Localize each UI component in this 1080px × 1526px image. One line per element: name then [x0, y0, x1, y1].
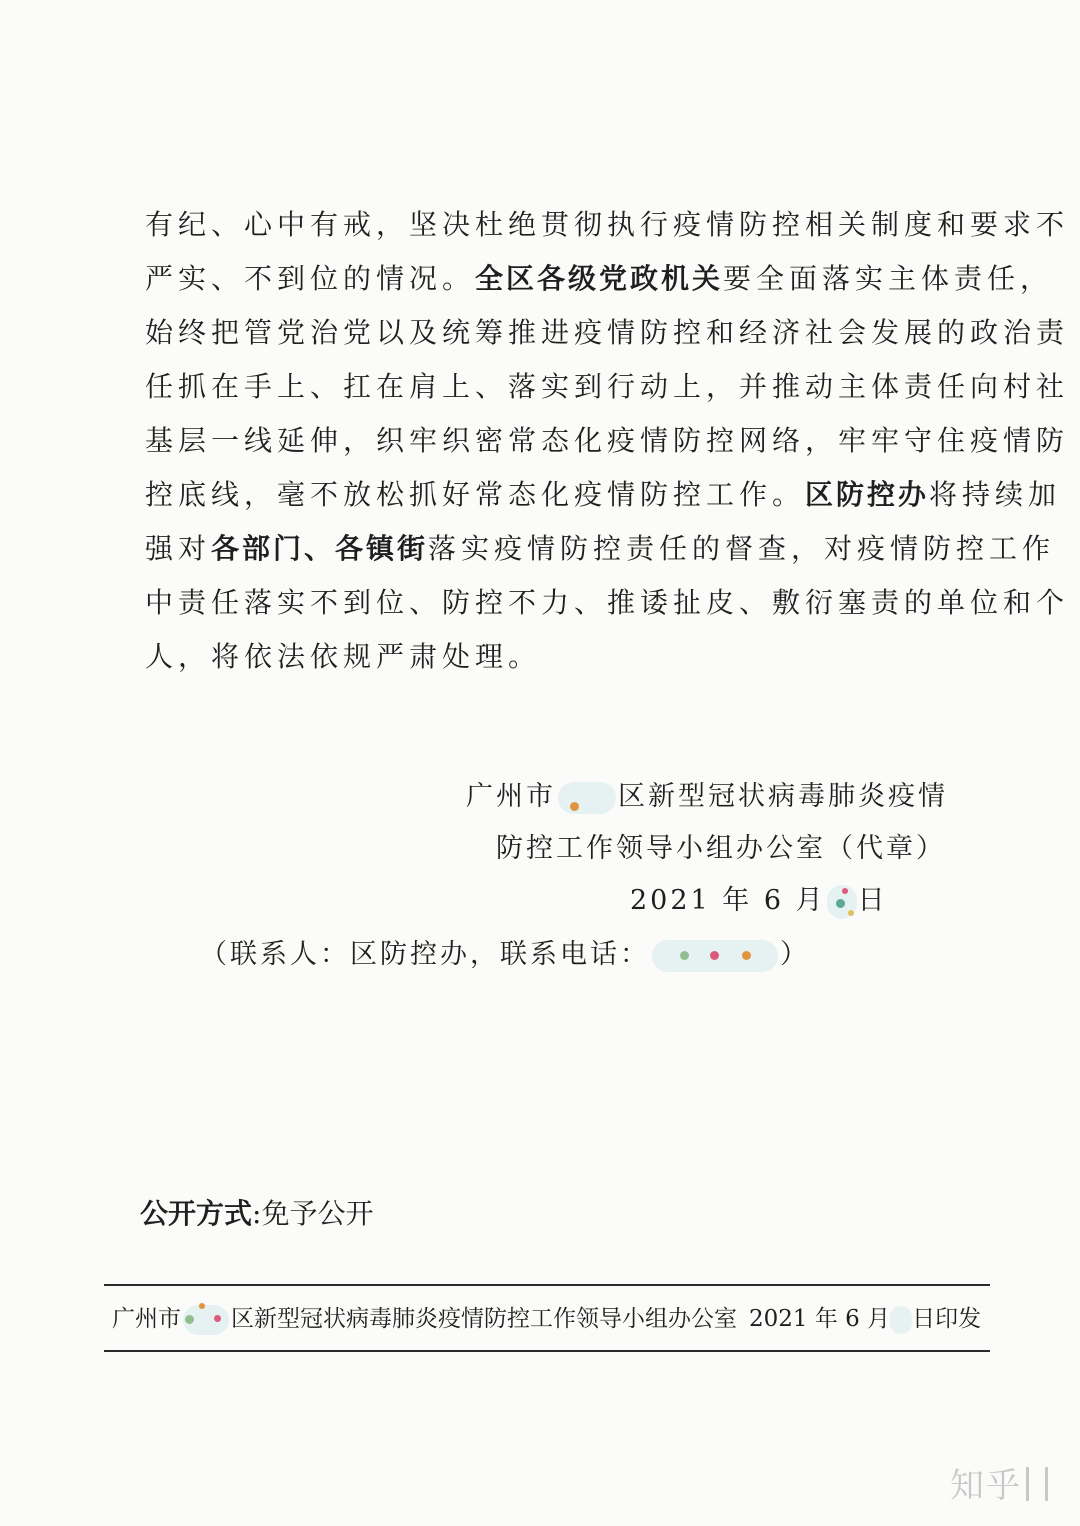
watermark-bars-icon: [1026, 1467, 1048, 1501]
redaction-dot: [710, 951, 719, 960]
redaction-dot: [185, 1315, 194, 1324]
redaction-dot: [848, 910, 854, 916]
redaction-mark: [183, 1305, 229, 1335]
redaction-dot: [199, 1303, 205, 1309]
signature-org-line1: 广州市 区新型冠状病毒肺炎疫情: [466, 781, 948, 812]
redaction-dot: [680, 951, 689, 960]
body-line: 基层一线延伸，织牢织密常态化疫情防控网络，牢牢守住疫情防: [145, 424, 1070, 457]
emphasis-text: 区防控办: [805, 478, 930, 511]
footer-top-rule: [104, 1284, 990, 1286]
body-line: 有纪、心中有戒，坚决杜绝贯彻执行疫情防控相关制度和要求不: [145, 208, 1070, 241]
redaction-mark: [890, 1306, 912, 1334]
footer-imprint: 广州市 区新型冠状病毒肺炎疫情防控工作领导小组办公室 2021 年 6 月 日印发: [112, 1300, 952, 1335]
footer-date: 2021 年 6 月 日印发: [749, 1306, 982, 1332]
body-line: 始终把管党治党以及统筹推进疫情防控和经济社会发展的政治责: [145, 316, 1070, 349]
redaction-mark: [558, 782, 616, 814]
emphasis-text: 全区各级党政机关: [475, 262, 724, 295]
redaction-dot: [842, 888, 848, 894]
body-line: 中责任落实不到位、防控不力、推诿扯皮、敷衍塞责的单位和个: [145, 586, 1070, 619]
body-line: 严实、不到位的情况。全区各级党政机关要全面落实主体责任，: [145, 262, 1054, 295]
body-line: 控底线，毫不放松抓好常态化疫情防控工作。区防控办将持续加: [145, 478, 1062, 511]
disclosure-method: [140, 1192, 373, 1232]
redaction-dot: [214, 1315, 221, 1322]
redaction-mark: [652, 940, 778, 972]
zhihu-watermark: 知乎: [950, 1458, 1048, 1507]
disclosure-value: :免予公开: [252, 1197, 374, 1230]
redaction-mark: [827, 885, 857, 919]
body-line: 人，将依法依规严肃处理。: [145, 640, 542, 673]
signature-org-line2: 防控工作领导小组办公室（代章）: [496, 833, 946, 864]
footer-bottom-rule: [104, 1350, 990, 1352]
body-line: 任抓在手上、扛在肩上、落实到行动上，并推动主体责任向村社: [145, 370, 1070, 403]
redaction-dot: [836, 899, 845, 908]
body-line: 强对各部门、各镇街落实疫情防控责任的督查，对疫情防控工作: [145, 532, 1056, 565]
body-paragraph: [145, 201, 1070, 687]
signature-date: 2021 年 6 月 日: [630, 878, 888, 919]
emphasis-text: 各部门、各镇街: [211, 532, 429, 565]
redaction-dot: [742, 951, 751, 960]
redaction-dot: [570, 802, 579, 811]
contact-line: （联系人：区防控办，联系电话： ）: [200, 939, 810, 970]
disclosure-label: 公开方式: [140, 1197, 253, 1230]
